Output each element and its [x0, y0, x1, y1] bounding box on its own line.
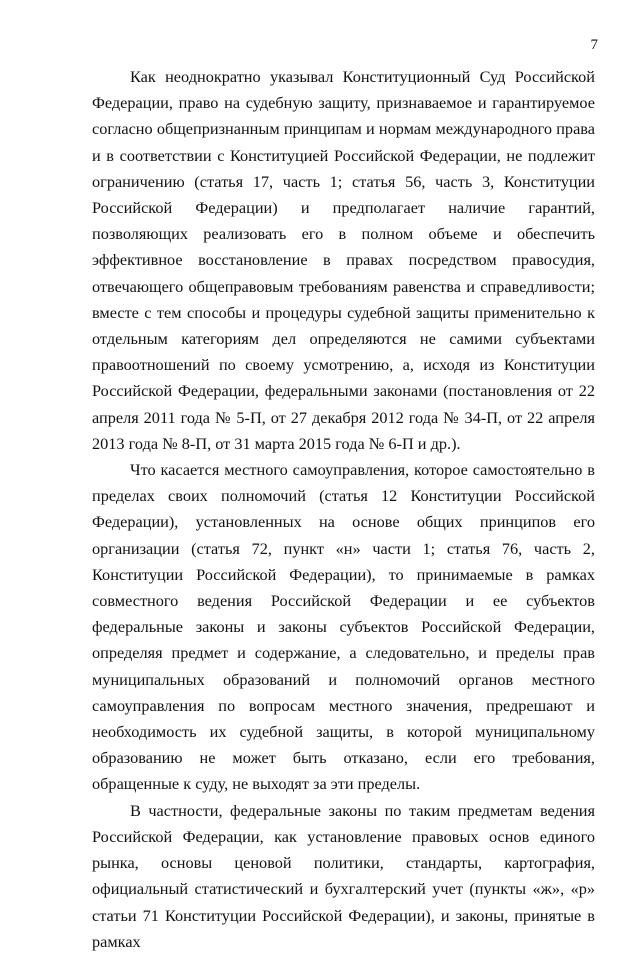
paragraph-2: Что касается местного самоуправления, которое самостоятельно в пределах своих полномочий (статья 12 Конституции Российской Федерации), установленных на основе общих принципов его организации (статья 72, пункт «н» части 1; статья 76, часть 2, Конституции Российской Федерации), то принимаемые в рамках совместного ведения Российской Федерации и ее субъектов федеральные законы и законы субъектов Российской Федерации, определяя предмет и содержание, а следовательно, и пределы прав муниципальных образований и полномочий органов местного самоуправления по вопросам местного значения, предрешают и необходимость их судебной защиты, в которой муниципальному образованию не может быть отказано, если его требования, обращенные к суду, не выходят за эти пределы.	[92, 460, 595, 794]
paragraph-3: В частности, федеральные законы по таким предметам ведения Российской Федерации, как установление правовых основ единого рынка, основы ценовой политики, стандарты, картография, официальный статистический и бухгалтерский учет (пункты «ж», «р» статьи 71 Конституции Российской Федерации), и законы, принятые в рамках	[92, 800, 595, 951]
page-number: 7	[590, 37, 598, 53]
paragraph-1: Как неоднократно указывал Конституционный Суд Российской Федерации, право на судебную защиту, признаваемое и гарантируемое согласно общепризнанным принципам и нормам международного права и в соответствии с Конституцией Российской Федерации, не подлежит ограничению (статья 17, часть 1; статья 56, часть 3, Конституции Российской Федерации) и предполагает наличие гарантий, позволяющих реализовать его в полном объеме и обеспечить эффективное восстановление в правах посредством правосудия, отвечающего общеправовым требованиям равенства и справедливости; вместе с тем способы и процедуры судебной защиты применительно к отдельным категориям дел определяются не самими субъектами правоотношений по своему усмотрению, а, исходя из Конституции Российской Федерации, федеральными законами (постановления от 22 апреля 2011 года № 5-П, от 27 декабря 2012 года № 34-П, от 22 апреля 2013 года № 8-П, от 31 марта 2015 года № 6-П и др.).	[92, 67, 595, 453]
document-body	[92, 64, 595, 955]
